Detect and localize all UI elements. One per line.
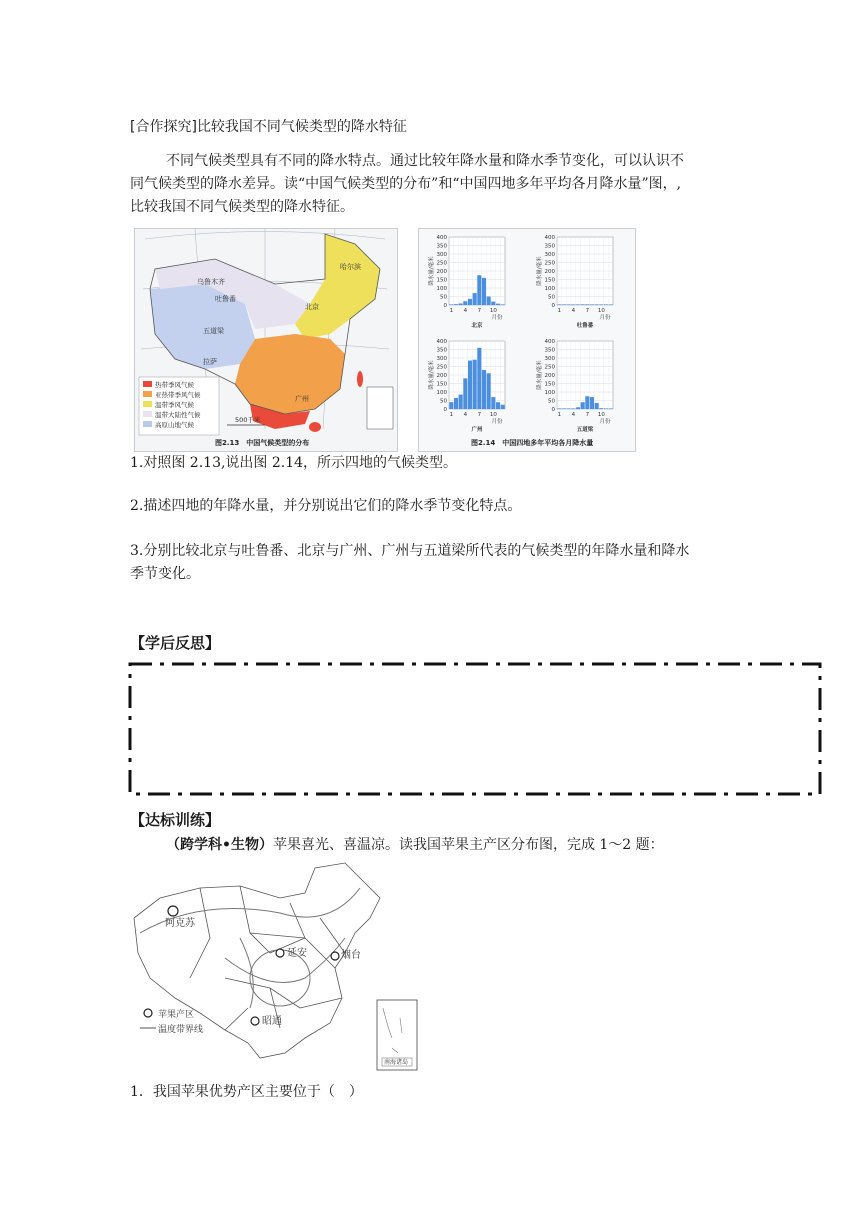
chart-ytick-label: 400 — [544, 339, 555, 345]
apple-area-yanan — [276, 949, 284, 957]
bar-北京-9 — [487, 297, 491, 306]
chart-ytick-label: 0 — [551, 303, 555, 309]
precipitation-charts-figure — [418, 228, 636, 452]
chart-ytick-label: 300 — [436, 356, 447, 362]
chart-xtick-label: 10 — [489, 308, 497, 314]
apple-area-aksu — [168, 906, 178, 916]
bar-五道梁-8 — [590, 397, 594, 409]
chart-xtick-label: 4 — [463, 412, 468, 418]
question-3-line2: 季节变化。 — [130, 566, 200, 582]
bar-五道梁-10 — [599, 408, 603, 409]
chart-xtick-label: 10 — [597, 412, 605, 418]
legend-swatch-3 — [143, 401, 152, 407]
bar-广州-11 — [496, 402, 500, 409]
bar-北京-8 — [482, 278, 486, 305]
chart-ytick-label: 100 — [544, 286, 555, 292]
bar-五道梁-2 — [562, 408, 566, 409]
bar-北京-10 — [491, 302, 495, 305]
training-heading: 【达标训练】 — [130, 811, 221, 829]
training-intro — [166, 834, 664, 856]
chart-xlabel: 月份 — [491, 419, 503, 425]
chart-ytick-label: 150 — [544, 277, 555, 284]
map-label-harbin: 哈尔滨 — [340, 263, 361, 271]
question-2: 2.描述四地的年降水量，并分别说出它们的降水季节变化特点。 — [130, 498, 522, 514]
bar-北京-1 — [449, 304, 453, 305]
reflection-heading: 【学后反思】 — [130, 634, 221, 652]
chart-ytick-label: 150 — [436, 277, 447, 284]
bar-吐鲁番-11 — [604, 304, 608, 305]
chart-title-1: 吐鲁番 — [576, 323, 594, 329]
legend-swatch-4 — [143, 411, 152, 417]
bar-广州-5 — [468, 361, 472, 409]
map-label-wudaoliang: 五道梁 — [203, 327, 224, 335]
inquiry-title — [130, 116, 407, 138]
question-1: 1.对照图 2.13,说出图 2.14，所示四地的气候类型。 — [130, 455, 458, 471]
chart-ytick-label: 0 — [443, 303, 447, 309]
chart-ytick-label: 0 — [443, 407, 447, 413]
bar-广州-4 — [463, 378, 467, 409]
bar-五道梁-1 — [557, 408, 561, 409]
legend-label-3: 温带季风气候 — [155, 401, 194, 409]
bar-北京-5 — [468, 299, 472, 305]
legend-label-5: 高原山地气候 — [155, 421, 194, 429]
chart-xtick-label: 7 — [477, 308, 482, 314]
bar-北京-3 — [459, 303, 463, 305]
chart-ytick-label: 400 — [436, 339, 447, 345]
chart-ytick-label: 350 — [436, 347, 447, 354]
chart-xtick-label: 1 — [557, 412, 562, 418]
bar-吐鲁番-1 — [557, 304, 561, 305]
training-intro-text: 苹果喜光、喜温凉。读我国苹果主产区分布图，完成 1～2 题： — [272, 837, 664, 853]
chart-ytick-label: 150 — [544, 381, 555, 388]
chart-xlabel: 月份 — [599, 419, 611, 425]
bar-北京-6 — [473, 293, 477, 305]
apple-area-zhaotong — [251, 1017, 259, 1025]
chart-ytick-label: 250 — [544, 260, 555, 267]
bar-广州-10 — [491, 397, 495, 409]
chart-ytick-label: 300 — [544, 252, 555, 258]
bar-五道梁-6 — [581, 402, 585, 409]
chart-ytick-label: 250 — [436, 260, 447, 267]
legend-label-1: 热带季风气候 — [155, 381, 194, 389]
climate-map-figure — [134, 228, 398, 452]
chart-ytick-label: 0 — [551, 407, 555, 413]
chart-xtick-label: 1 — [449, 412, 454, 418]
chart-ylabel: 降水量/毫米 — [537, 360, 543, 390]
apple-map-figure — [130, 858, 424, 1078]
legend-apple-area-label: 苹果产区 — [158, 1010, 195, 1020]
chart-ytick-label: 200 — [436, 373, 447, 379]
apple-label-yanan: 延安 — [287, 948, 307, 959]
legend-label-2: 亚热带季风气候 — [155, 391, 201, 399]
bar-广州-8 — [482, 370, 486, 409]
chart-ytick-label: 250 — [544, 364, 555, 371]
legend-temp-line-label: 温度带界线 — [158, 1025, 204, 1035]
scale-bar-label: 500千米 — [235, 416, 261, 424]
chart-ytick-label: 100 — [436, 286, 447, 292]
bar-吐鲁番-12 — [609, 304, 613, 305]
chart-xtick-label: 4 — [571, 412, 576, 418]
chart-ylabel: 降水量/毫米 — [537, 256, 543, 286]
bar-五道梁-7 — [585, 396, 589, 409]
bar-吐鲁番-7 — [585, 304, 589, 305]
inquiry-title-bracket: [合作探究] — [130, 119, 197, 135]
map-label-beijing: 北京 — [305, 303, 319, 311]
chart-xtick-label: 10 — [597, 308, 605, 314]
legend-swatch-1 — [143, 381, 152, 387]
bar-北京-2 — [454, 304, 458, 305]
bar-吐鲁番-6 — [581, 304, 585, 305]
apple-label-yantai: 烟台 — [341, 950, 361, 961]
bar-吐鲁番-5 — [576, 304, 580, 305]
chart-ytick-label: 400 — [436, 235, 447, 241]
legend-apple-area-icon — [144, 1009, 152, 1017]
bar-五道梁-5 — [576, 407, 580, 409]
training-intro-subject: （跨学科•生物） — [166, 837, 273, 853]
chart-ytick-label: 300 — [436, 252, 447, 258]
bar-北京-4 — [463, 301, 467, 305]
legend-swatch-5 — [143, 421, 152, 427]
bar-广州-2 — [454, 398, 458, 409]
bar-五道梁-12 — [609, 408, 613, 409]
bar-五道梁-11 — [604, 408, 608, 409]
bar-北京-7 — [477, 275, 481, 305]
apple-area-yantai — [331, 952, 339, 960]
chart-ytick-label: 200 — [544, 373, 555, 379]
map-caption: 图2.13 中国气候类型的分布 — [215, 439, 310, 447]
bar-广州-7 — [477, 348, 481, 409]
map-label-turpan: 吐鲁番 — [215, 295, 236, 303]
bar-广州-1 — [449, 402, 453, 409]
chart-xtick-label: 7 — [585, 412, 590, 418]
chart-ytick-label: 50 — [440, 398, 447, 405]
bar-北京-12 — [501, 304, 505, 305]
map-label-urumqi: 乌鲁木齐 — [197, 278, 225, 286]
map-legend — [139, 377, 219, 435]
precipitation-charts-svg — [419, 229, 635, 451]
apple-map-svg — [130, 858, 424, 1078]
bar-吐鲁番-8 — [590, 304, 594, 305]
inquiry-title-text: 比较我国不同气候类型的降水特征 — [196, 119, 407, 135]
chart-ylabel: 降水量/毫米 — [429, 360, 435, 390]
legend-swatch-2 — [143, 391, 152, 397]
chart-title-0: 北京 — [471, 323, 483, 329]
chart-xtick-label: 10 — [489, 412, 497, 418]
chart-ytick-label: 50 — [440, 294, 447, 301]
bar-吐鲁番-4 — [571, 304, 575, 305]
chart-ytick-label: 100 — [436, 390, 447, 396]
bar-广州-6 — [473, 360, 477, 409]
training-question-1: 1．我国苹果优势产区主要位于（ ） — [130, 1084, 363, 1100]
chart-ytick-label: 50 — [548, 398, 555, 405]
chart-xtick-label: 7 — [477, 412, 482, 418]
inquiry-paragraph-line2: 同气候类型的降水差异。读“中国气候类型的分布”和“中国四地多年平均各月降水量”图，, — [130, 176, 682, 192]
bar-五道梁-9 — [595, 403, 599, 409]
bar-吐鲁番-2 — [562, 304, 566, 305]
apple-label-aksu: 阿克苏 — [165, 918, 195, 929]
legend-label-4: 温带大陆性气候 — [155, 411, 201, 419]
chart-xtick-label: 1 — [449, 308, 454, 314]
chart-ytick-label: 100 — [544, 390, 555, 396]
climate-map-svg — [135, 229, 397, 451]
chart-ytick-label: 150 — [436, 381, 447, 388]
bar-广州-3 — [459, 395, 463, 409]
apple-label-zhaotong: 昭通 — [262, 1016, 282, 1027]
chart-xtick-label: 4 — [571, 308, 576, 314]
bar-吐鲁番-9 — [595, 304, 599, 305]
inquiry-paragraph-line1: 不同气候类型具有不同的降水特点。通过比较年降水量和降水季节变化，可以认识不 — [166, 153, 684, 169]
map-label-guangzhou: 广州 — [295, 395, 309, 403]
chart-ytick-label: 300 — [544, 356, 555, 362]
bar-五道梁-4 — [571, 408, 575, 409]
chart-ytick-label: 50 — [548, 294, 555, 301]
chart-xtick-label: 4 — [463, 308, 468, 314]
chart-xlabel: 月份 — [491, 315, 503, 321]
chart-xlabel: 月份 — [599, 315, 611, 321]
chart-title-2: 广州 — [471, 427, 483, 433]
chart-title-3: 五道梁 — [576, 427, 594, 433]
chart-ytick-label: 350 — [544, 347, 555, 354]
chart-ytick-label: 200 — [436, 269, 447, 275]
chart-ytick-label: 350 — [544, 243, 555, 250]
bar-广州-9 — [487, 373, 491, 409]
chart-xtick-label: 1 — [557, 308, 562, 314]
chart-ylabel: 降水量/毫米 — [429, 256, 435, 286]
precip-caption: 图2.14 中国四地多年平均各月降水量 — [471, 439, 594, 447]
bar-北京-11 — [496, 304, 500, 305]
chart-ytick-label: 400 — [544, 235, 555, 241]
bar-广州-12 — [501, 405, 505, 409]
question-3-line1: 3.分别比较北京与吐鲁番、北京与广州、广州与五道梁所代表的气候类型的年降水量和降水 — [130, 543, 690, 559]
chart-ytick-label: 200 — [544, 269, 555, 275]
south-sea-label: 南海诸岛 — [384, 1059, 409, 1066]
bar-五道梁-3 — [567, 408, 571, 409]
map-label-lhasa: 拉萨 — [203, 358, 217, 366]
reflection-box[interactable] — [128, 662, 822, 796]
chart-ytick-label: 250 — [436, 364, 447, 371]
bar-吐鲁番-3 — [567, 304, 571, 305]
inquiry-paragraph-line3: 比较我国不同气候类型的降水特征。 — [130, 199, 354, 215]
chart-xtick-label: 7 — [585, 308, 590, 314]
bar-吐鲁番-10 — [599, 304, 603, 305]
chart-ytick-label: 350 — [436, 243, 447, 250]
